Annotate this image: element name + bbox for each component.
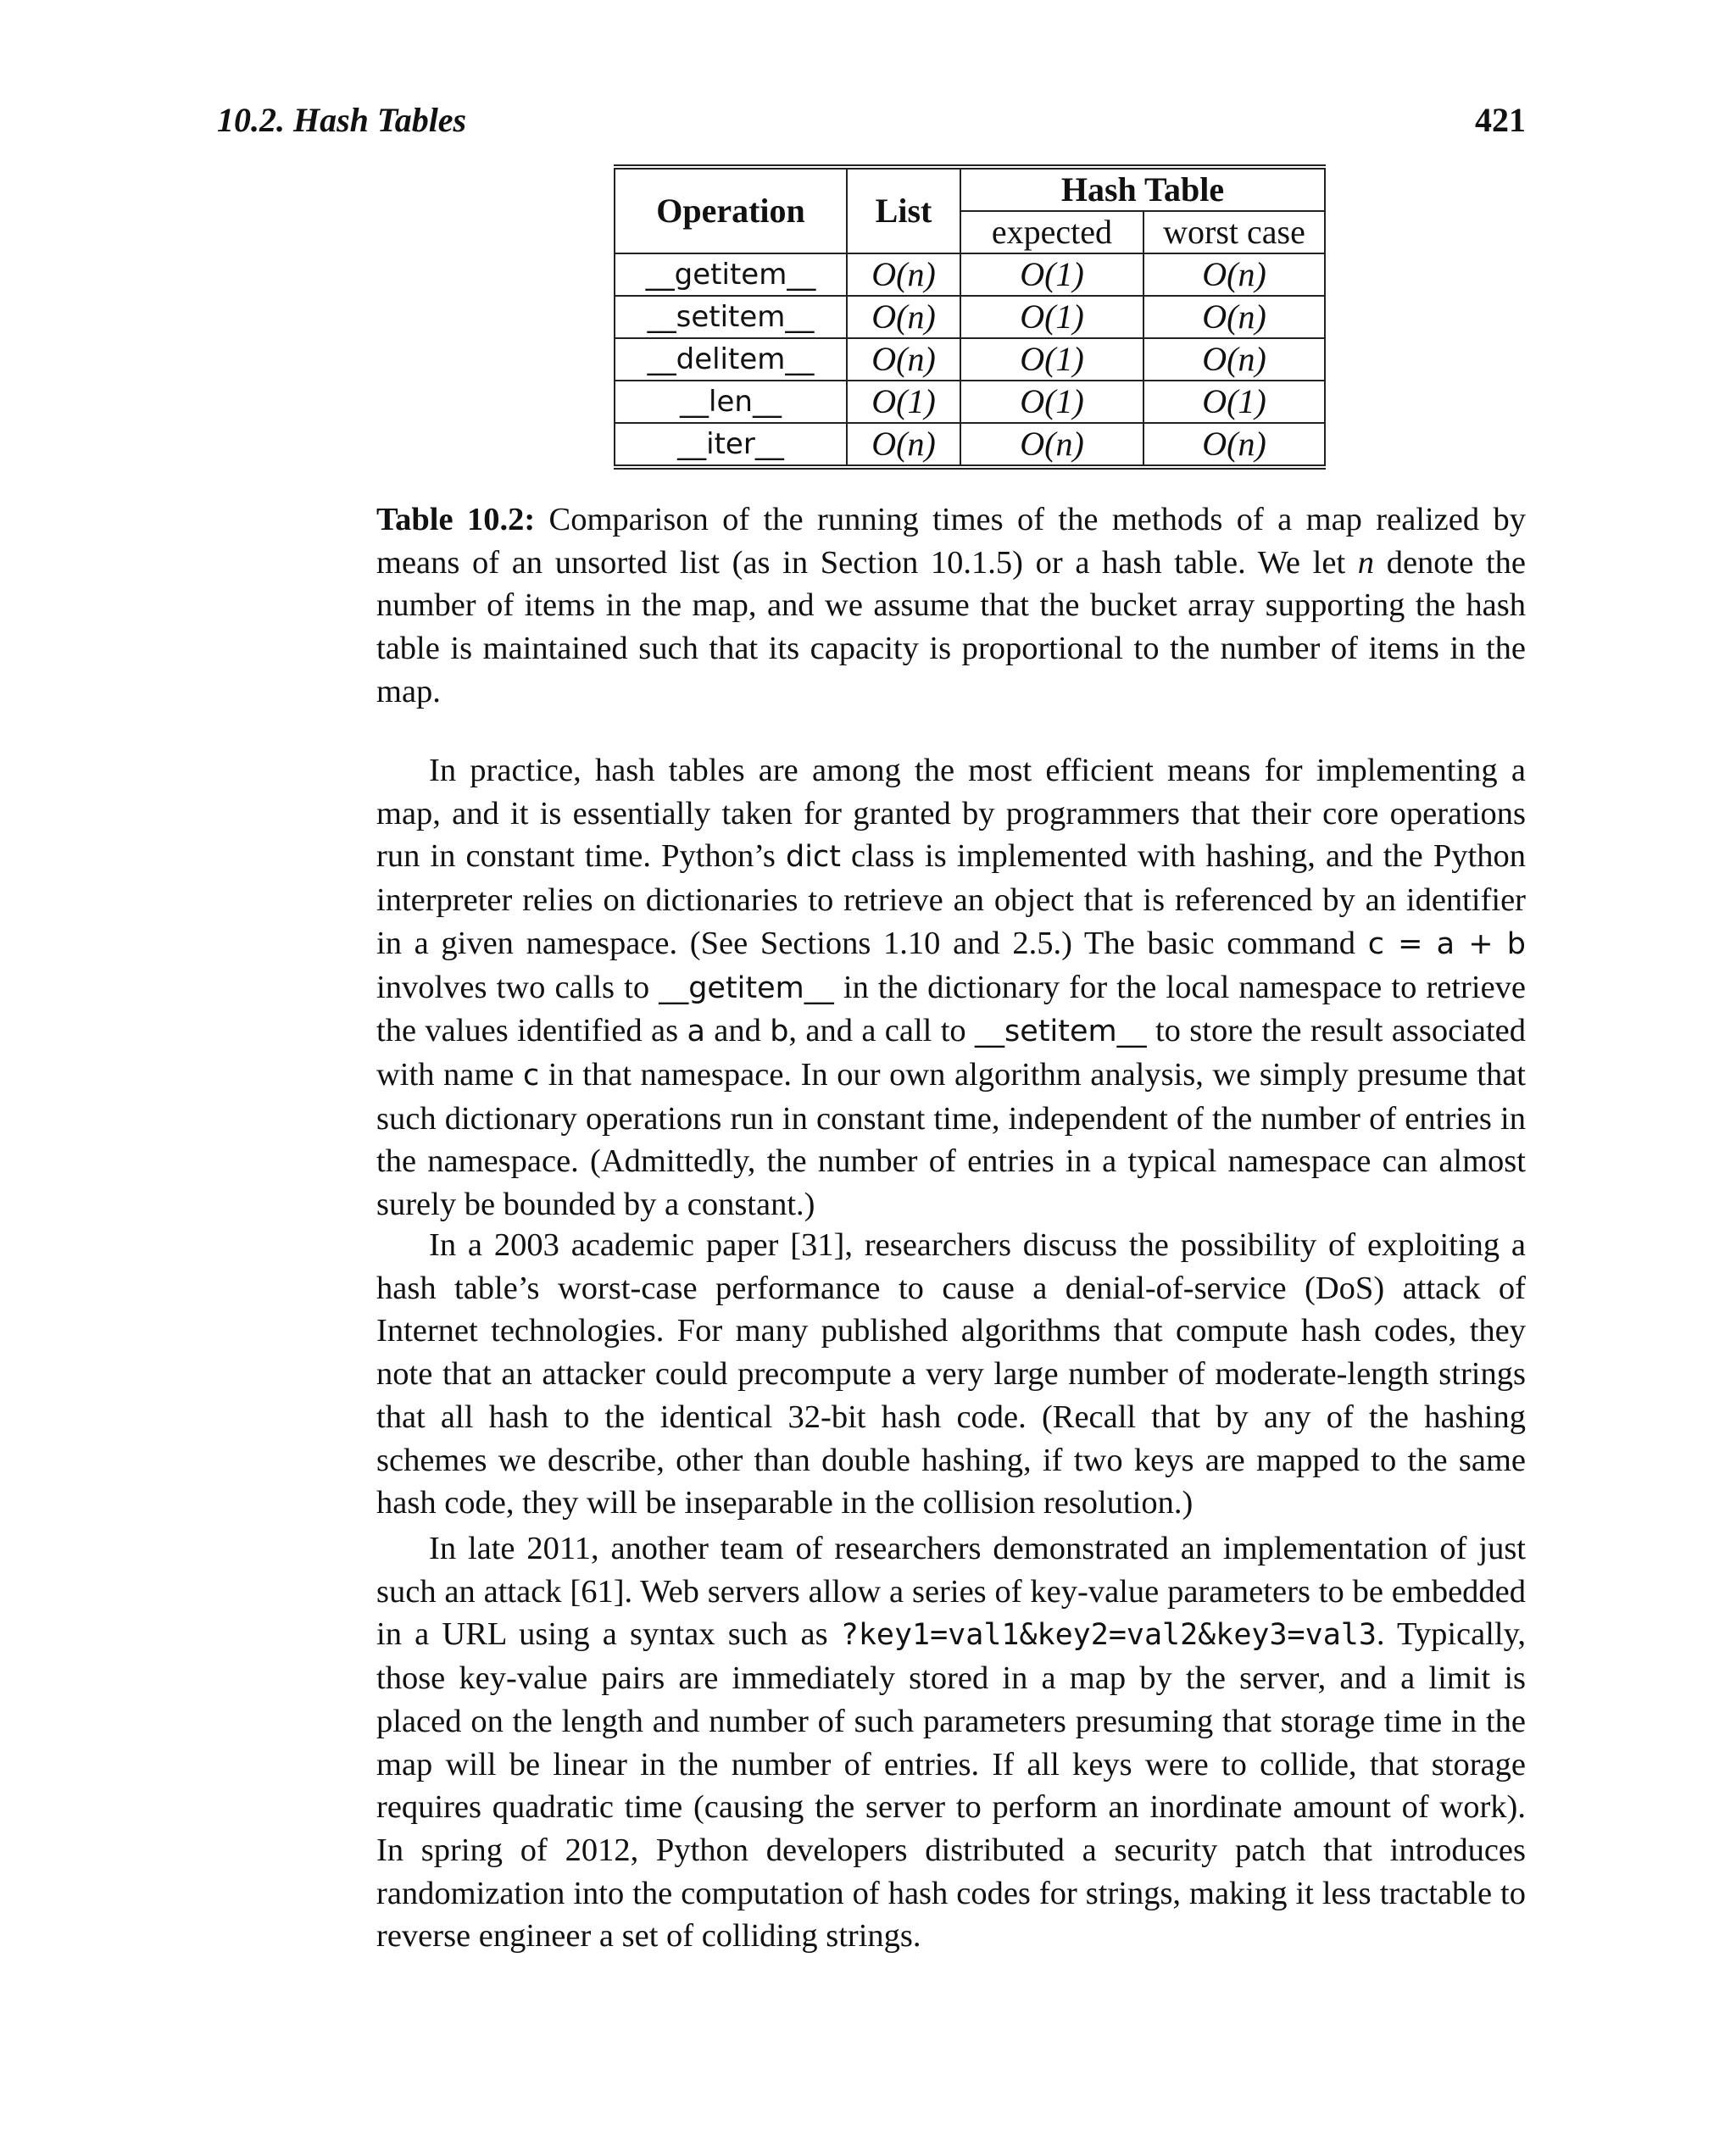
cell-worst: O(n) — [1143, 253, 1325, 296]
paragraph-text: to store the result associated with name — [376, 1013, 1526, 1093]
cell-list: O(n) — [847, 423, 960, 467]
paragraph-text: In late 2011, another team of researchers demonstrated an implementation of just such an attack [61]. Web servers allow a series of key-value parameters to be embedded in a URL using a syntax such as — [376, 1531, 1526, 1653]
cell-expected: O(1) — [960, 296, 1143, 338]
body-paragraph — [376, 1224, 1526, 1525]
cell-list: O(n) — [847, 296, 960, 338]
table-caption — [376, 498, 1526, 714]
cell-list: O(n) — [847, 253, 960, 296]
table-row — [615, 253, 1325, 296]
header-hash-table: Hash Table — [960, 167, 1325, 211]
inline-code: dict — [786, 840, 841, 875]
paragraph-text: in the dictionary for the local namespace to retrieve the values identified as — [376, 969, 1526, 1049]
body-paragraph — [376, 1527, 1526, 1958]
paragraph-text: . Typically, those key-value pairs are immediately stored in a map by the server, and a limit is placed on the length and number of such parameters presuming that storage time in the map will be linear in the number of entries. If all keys were to collide, that storage requires quadratic time (causing the server to perform an inordinate amount of work). In spring of 2012, Python developers distributed a security patch that introduces randomization into the computation of hash codes for strings, making it less tractable to reverse engineer a set of colliding strings. — [376, 1616, 1526, 1955]
cell-list: O(n) — [847, 338, 960, 381]
inline-code: __setitem__ — [975, 1015, 1147, 1049]
inline-code: __getitem__ — [659, 970, 834, 1005]
inline-code: a — [687, 1015, 705, 1049]
section-title: 10.2. Hash Tables — [217, 101, 467, 139]
paragraph-text: involves two calls to — [376, 969, 659, 1005]
table-row — [615, 381, 1325, 423]
cell-operation: __setitem__ — [615, 296, 847, 338]
caption-text: Comparison of the running times of the methods of a map realized by means of an unsorted list (as in Section 10.1.5) or a hash table. We let — [376, 502, 1526, 581]
caption-variable: n — [1357, 544, 1375, 581]
complexity-table — [614, 164, 1326, 470]
cell-worst: O(n) — [1143, 338, 1325, 381]
cell-list: O(1) — [847, 381, 960, 423]
cell-operation: __getitem__ — [615, 253, 847, 296]
inline-code: b — [770, 1015, 789, 1049]
page-number: 421 — [1475, 101, 1526, 139]
subheader-worst-case: worst case — [1143, 211, 1325, 253]
table-row — [615, 338, 1325, 381]
table-row — [615, 296, 1325, 338]
cell-worst: O(n) — [1143, 296, 1325, 338]
header-list: List — [847, 167, 960, 253]
running-head — [217, 100, 1526, 147]
paragraph-text: In practice, hash tables are among the most efficient means for implementing a map, and it is essentially taken for granted by programmers that their core operations run in constant time. Python’s — [376, 753, 1526, 875]
paragraph-text: and — [704, 1013, 771, 1049]
inline-code: c — [522, 1058, 540, 1093]
body-paragraph — [376, 749, 1526, 1226]
cell-operation: __len__ — [615, 381, 847, 423]
cell-worst: O(1) — [1143, 381, 1325, 423]
table-header-row — [615, 167, 1325, 211]
paragraph-text: In a 2003 academic paper [31], researchers discuss the possibility of exploiting a hash table’s worst-case performance to cause a denial-of-service (DoS) attack of Internet technologies. For many published algorithms that compute hash codes, they note that an attacker could precompute a very large number of moderate-length strings that all hash to the identical 32-bit hash code. (Recall that by any of the hashing schemes we describe, other than double hashing, if two keys are mapped to the same hash code, they will be inseparable in the collision resolution.) — [376, 1227, 1526, 1521]
table-row — [615, 423, 1325, 467]
inline-code: ?key1=val1&key2=val2&key3=val3 — [840, 1618, 1377, 1653]
cell-expected: O(1) — [960, 253, 1143, 296]
paragraph-text: in that namespace. In our own algorithm analysis, we simply presume that such dictionary operations run in constant time, independent of the number of entries in the namespace. (Admittedly, the number of entries in a typical namespace can almost surely be bounded by a constant.) — [376, 1056, 1527, 1223]
cell-expected: O(1) — [960, 338, 1143, 381]
cell-operation: __iter__ — [615, 423, 847, 467]
paragraph-text: class is implemented with hashing, and the Python interpreter relies on dictionaries to retrieve an object that is referenced by an identifier in a given namespace. (See Sections 1.10 and 2.5.) The basic command — [376, 838, 1526, 961]
complexity-table-wrapper — [614, 164, 1326, 470]
paragraph-text: , and a call to — [788, 1013, 976, 1049]
cell-worst: O(n) — [1143, 423, 1325, 467]
caption-label: Table 10.2: — [376, 502, 536, 537]
cell-expected: O(1) — [960, 381, 1143, 423]
cell-operation: __delitem__ — [615, 338, 847, 381]
header-operation: Operation — [615, 167, 847, 253]
inline-code: c = a + b — [1367, 926, 1526, 961]
caption-text: denote the number of items in the map, and we assume that the bucket array supporting the hash table is maintained such that its capacity is proportional to the number of items in the map. — [376, 544, 1526, 709]
cell-expected: O(n) — [960, 423, 1143, 467]
subheader-expected: expected — [960, 211, 1143, 253]
